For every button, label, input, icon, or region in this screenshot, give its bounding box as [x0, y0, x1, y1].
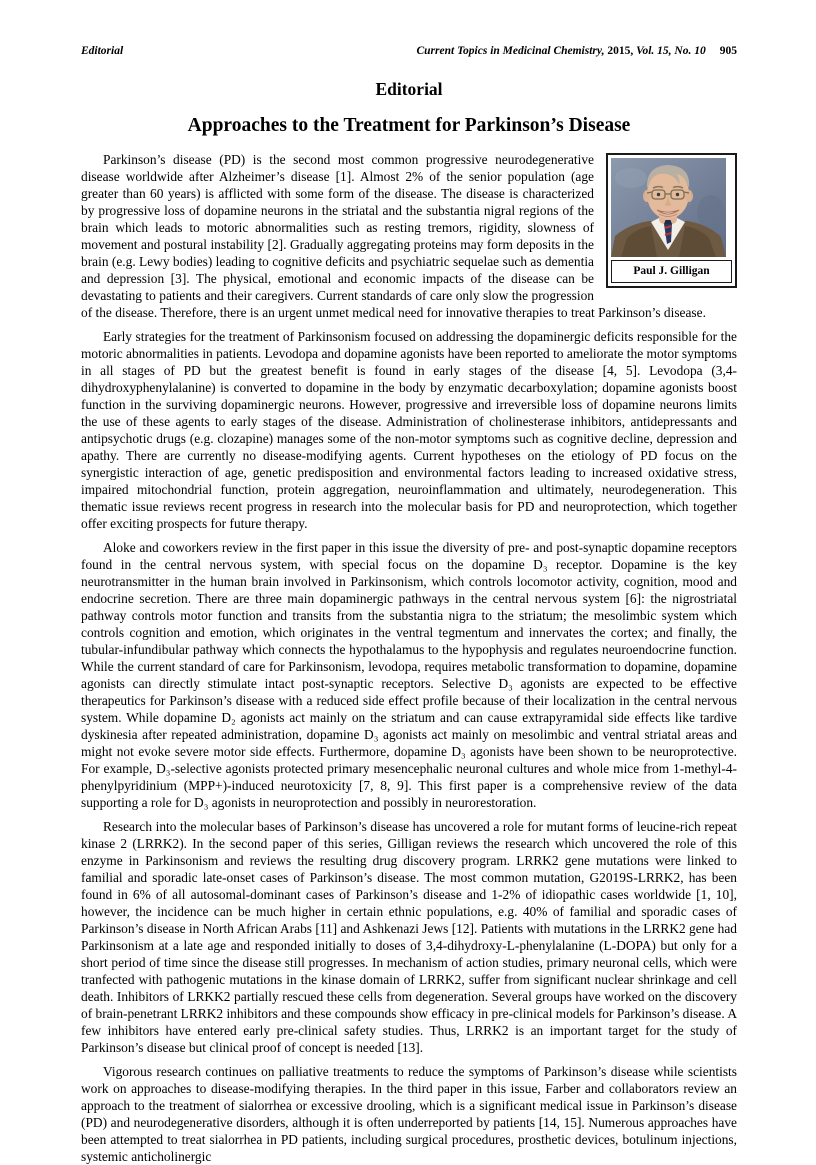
paragraph-lrrk2: Research into the molecular bases of Parkinson’s disease has uncovered a role for mutant forms of leucine-rich repeat kinase 2 (LRRK2). In the second paper of this series, Gilligan reviews the research which uncovered the role of this enzyme in Parkinsonism and reviews the resulting drug discovery program. LRRK2 gene mutations were linked to familial and sporadic late-onset cases of Parkinson’s disease. The most common mutation, G2019S-LRRK2, has been found in 6% of all autosomal-dominant cases of Parkinson’s disease and 1-2% of idiopathic cases worldwide [1, 10], however, the incidence can be much higher in certain ethnic populations, e.g. 40% of familial and sporadic cases of Parkinson’s disease in North African Arabs [11] and Ashkenazi Jews [12]. Patients with mutations in the LRRK2 gene had Parkinsonism at a late age and responded initially to doses of 3,4-dihydroxy-L-phenylalanine (L-DOPA) but only for a short period of time since the disease still progresses. In mechanism of action studies, primary neuronal cells, which were tranfected with pathogenic mutations in the kinase domain of LRRK2, suffer from significant nuclear shrinkage and cell death. Inhibitors of LRKK2 partially rescued these cells from degeneration. Several groups have worked on the discovery of brain-penetrant LRRK2 inhibitors and these compounds show efficacy in pre-clinical models for Parkinson’s disease. A few inhibitors have entered early pre-clinical safety studies. Thus, LRRK2 is an important target for the study of Parkinson’s disease but clinical proof of concept is needed [13]. — [81, 819, 737, 1055]
paragraph-sialorrhea: Vigorous research continues on palliative treatments to reduce the symptoms of Parkinson’s disease while scientists work on approaches to disease-modifying therapies. In the third paper in this issue, Farber and collaborators review an approach to the treatment of sialorrhea or excessive drooling, which is a significant medical issue in Parkinson’s disease (PD) and neurodegenerative disorders, although it is often underreported by patients [14, 15]. Numerous approaches have been attempted to treat sialorrhea in PD patients, including surgical procedures, prosthetic devices, botulinum injections, systemic anticholinergic — [81, 1064, 737, 1164]
running-head-citation — [416, 45, 737, 57]
running-head-section: Editorial — [81, 45, 124, 57]
author-photo-figure — [606, 153, 737, 288]
page-number: 905 — [719, 45, 737, 57]
running-head — [81, 45, 737, 57]
article-body — [81, 151, 737, 1165]
author-portrait-photo — [611, 158, 726, 257]
journal-year: 2015, — [604, 45, 634, 57]
journal-volume: Vol. 15, No. 10 — [633, 45, 706, 57]
journal-name: Current Topics in Medicinal Chemistry, — [416, 45, 605, 57]
article-title: Approaches to the Treatment for Parkinson’s Disease — [187, 115, 631, 136]
section-title: Editorial — [375, 79, 443, 99]
paragraph-intro: Parkinson’s disease (PD) is the second most common progressive neurodegenerative disease worldwide after Alzheimer’s disease [1]. Almost 2% of the senior population (age greater than 60 years) is afflicted with some form of the disease. The disease is characterized by progressive loss of dopamine neurons in the striatal and the substantia nigral regions of the brain which leads to motoric abnormalities such as resting tremors, rigidity, slowness of movement and postural instability [2]. Gradually aggregating proteins may form deposits in the brain (e.g. Lewy bodies) leading to cognitive deficits and psychiatric sequelae such as dementia and depression [3]. The physical, emotional and economic impacts of the disease can be devastating to patients and their caregivers. Current standards of care only slow the progression of the disease. Therefore, there is an urgent unmet medical need for innovative therapies to treat Parkinson’s disease. — [81, 152, 706, 320]
author-photo-caption: Paul J. Gilligan — [611, 260, 732, 283]
paragraph-dopamine-receptors: Aloke and coworkers review in the first paper in this issue the diversity of pre- and post-synaptic dopamine receptors found in the central nervous system, with special focus on the dopamine D₃ receptor. Dopamine is the key neurotransmitter in the human brain involved in Parkinsonism, which controls locomotor activity, cognition, mood and endocrine secretion. There are three main dopaminergic pathways in the central nervous system [6]: the nigrostriatal pathway controls motor function and transits from the substantia nigra to the striatum; the mesolimbic system which controls cognition and emotion, which originates in the ventral tegmentum and innervates the cortex; and finally, the tubular-infundibular pathway which connects the hypothalamus to the hypophysis and regulates neuroendocrine function. While the current standard of care for Parkinsonism, levodopa, requires metabolic transformation to dopamine, dopamine agonists can directly stimulate intact post-synaptic receptors. Selective D₃ agonists are expected to be effective therapeutics for Parkinson’s disease with a reduced side effect profile because of their localization in the central nervous system. While dopamine D₂ agonists act mainly on the striatum and can cause extrapyramidal side effects like tardive dyskinesia after repeated administration, dopamine D₃ agonists act mainly on mesolimbic and ventral striatal areas and might not evoke severe motor side effects. Furthermore, dopamine D₃ agonists have been shown to be neuroprotective. For example, D₃-selective agonists protected primary mesencephalic neuronal cultures and whole mice from 1-methyl-4-phenylpyridinium (MPP+)-induced neurotoxicity [7, 8, 9]. This first paper is a comprehensive review of the data supporting a role for D₃ agonists in neuroprotection and possibly in neurorestoration. — [81, 540, 737, 810]
paragraph-early-strategies: Early strategies for the treatment of Parkinsonism focused on addressing the dopaminergic deficits responsible for the motoric abnormalities in patients. Levodopa and dopamine agonists have been reported to ameliorate the motor symptoms in all stages of PD but the greatest benefit is found in early stages of the disease [4, 5]. Levodopa (3,4-dihydroxyphenylalanine) is converted to dopamine in the body by enzymatic decarboxylation; dopamine agonists boost function in the surviving dopaminergic neurons. However, progressive and irreversible loss of dopamine neurons limits the use of these agents to early stages of the disease. Administration of cholinesterase inhibitors, antidepressants and antipsychotic drugs (e.g. clozapine) manages some of the non-motor symptoms such as cognitive decline, depression and apathy. There are currently no disease-modifying agents. Current hypotheses on the etiology of PD focus on the synergistic interaction of age, genetic predisposition and environmental factors leading to increased oxidative stress, impaired mitochondrial function, protein aggregation, neuroinflammation and ultimately, neurodegeneration. This thematic issue reviews recent progress in research into the molecular basis for PD and neuroprotection, which together offer exciting prospects for future therapy. — [81, 329, 737, 531]
